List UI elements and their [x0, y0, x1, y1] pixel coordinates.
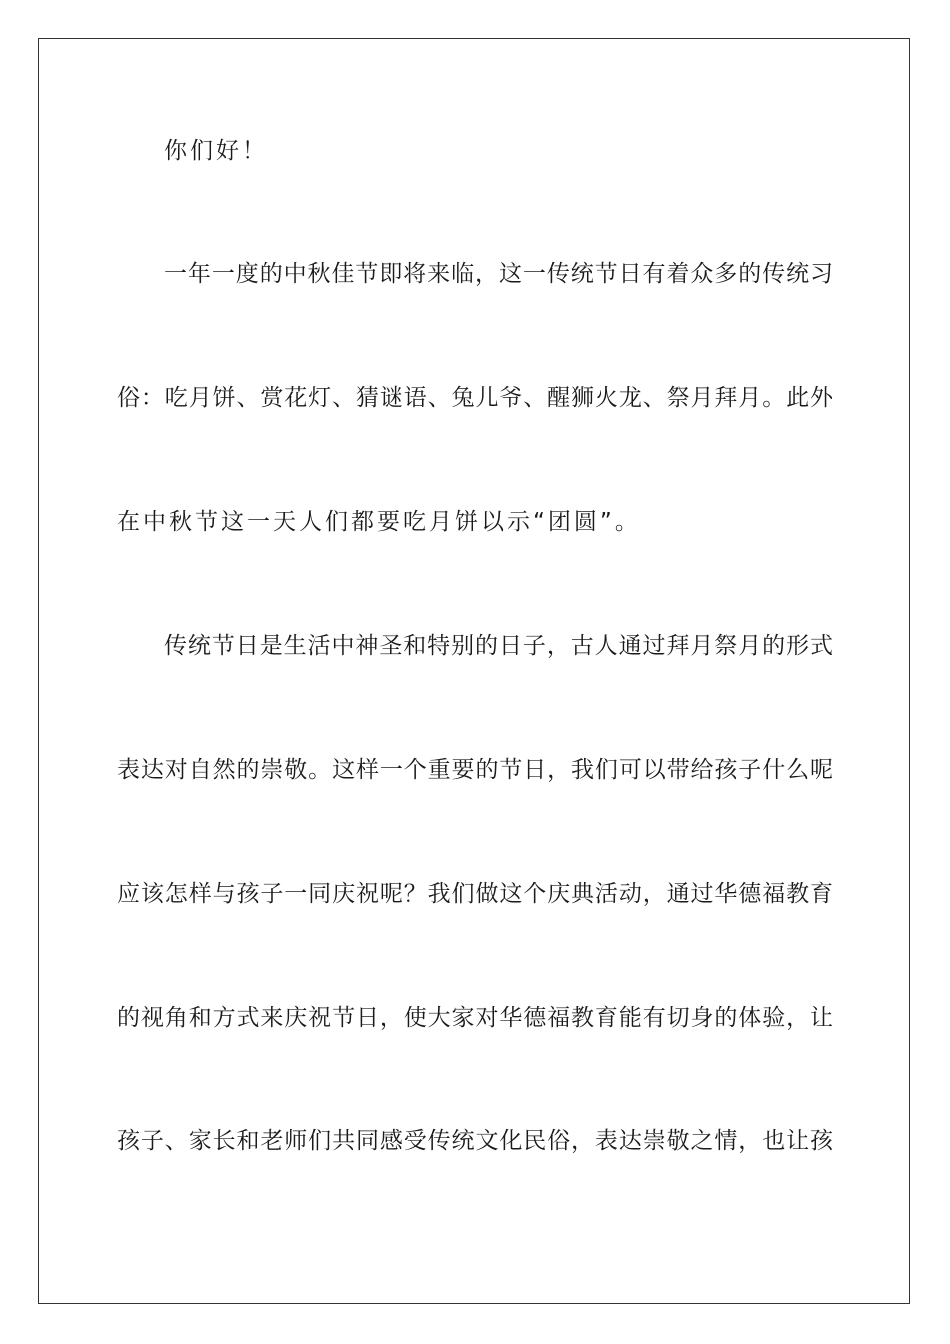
paragraph-2-line-1: 传统节日是生活中神圣和特别的日子，古人通过拜月祭月的形式: [164, 633, 833, 659]
greeting-line: 你们好！: [164, 138, 268, 164]
paragraph-2-line-2: 表达对自然的崇敬。这样一个重要的节日，我们可以带给孩子什么呢: [117, 757, 833, 783]
paragraph-2-line-5: 孩子、家长和老师们共同感受传统文化民俗，表达崇敬之情，也让孩: [117, 1128, 833, 1154]
paragraph-2-line-3: 应该怎样与孩子一同庆祝呢？我们做这个庆典活动，通过华德福教育: [117, 881, 833, 907]
page-border: [38, 38, 910, 1304]
paragraph-1-line-2: 俗：吃月饼、赏花灯、猜谜语、兔儿爷、醒狮火龙、祭月拜月。此外: [117, 385, 833, 411]
paragraph-1-line-1: 一年一度的中秋佳节即将来临，这一传统节日有着众多的传统习: [164, 261, 833, 287]
paragraph-1-line-3: 在中秋节这一天人们都要吃月饼以示“团圆”。: [117, 509, 641, 535]
paragraph-2-line-4: 的视角和方式来庆祝节日，使大家对华德福教育能有切身的体验，让: [117, 1005, 833, 1031]
